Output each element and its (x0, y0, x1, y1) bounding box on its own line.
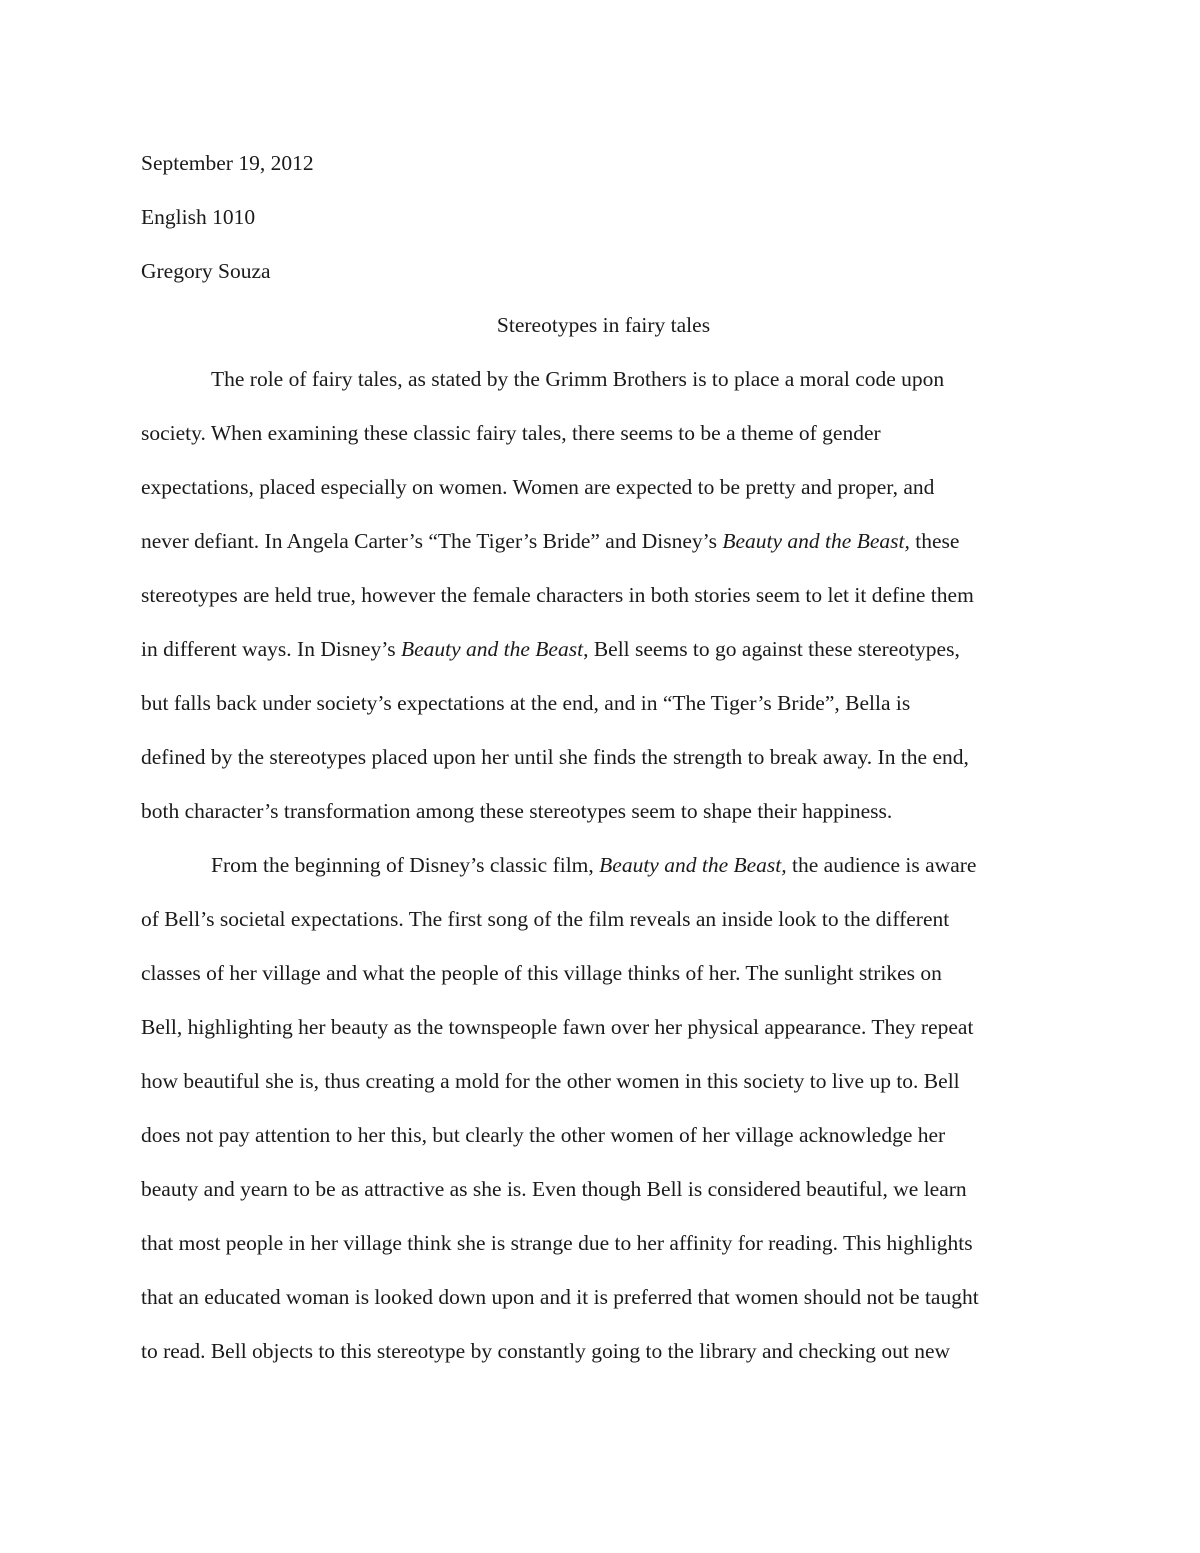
text-line (141, 1054, 1066, 1108)
text-line (141, 1162, 1066, 1216)
text-line (141, 1108, 1066, 1162)
text-segment: how beautiful she is, thus creating a mold for the other women in this society to live up to. Bell (141, 1069, 960, 1093)
text-segment: in different ways. In Disney’s (141, 637, 401, 661)
text-line (141, 406, 1066, 460)
essay-title: Stereotypes in fairy tales (496, 313, 711, 337)
header-date: September 19, 2012 (141, 151, 314, 175)
text-line (141, 622, 1066, 676)
text-segment: does not pay attention to her this, but clearly the other women of her village acknowledge her (141, 1123, 946, 1147)
text-segment: From the beginning of Disney’s classic film, (211, 853, 600, 877)
italic-title: Beauty and the Beast (400, 637, 584, 661)
text-segment: the audience is aware (786, 853, 977, 877)
text-line (141, 946, 1066, 1000)
text-line (141, 514, 1066, 568)
text-line (141, 1324, 1066, 1378)
document-body (141, 136, 1066, 1378)
text-segment: The role of fairy tales, as stated by the Grimm Brothers is to place a moral code upon (211, 367, 945, 391)
text-line (141, 730, 1066, 784)
text-segment: that most people in her village think she is strange due to her affinity for reading. This highlights (141, 1231, 973, 1255)
text-line (141, 1000, 1066, 1054)
text-segment: society. When examining these classic fairy tales, there seems to be a theme of gender (141, 421, 881, 445)
header-course: English 1010 (141, 205, 256, 229)
text-line (141, 784, 1066, 838)
text-segment: to read. Bell objects to this stereotype by constantly going to the library and checking out new (141, 1339, 951, 1363)
text-segment: but falls back under society’s expectations at the end, and in “The Tiger’s Bride”, Bella is (141, 691, 911, 715)
text-line (141, 352, 1066, 406)
text-segment: of Bell’s societal expectations. The first song of the film reveals an inside look to the different (141, 907, 950, 931)
paragraph-2 (141, 838, 1066, 1378)
text-segment: beauty and yearn to be as attractive as she is. Even though Bell is considered beautiful, we learn (141, 1177, 967, 1201)
text-line (141, 1216, 1066, 1270)
text-segment: defined by the stereotypes placed upon her until she finds the strength to break away. In the end, (141, 745, 969, 769)
italic-title: Beauty and the Beast, (722, 529, 910, 553)
paragraph-1 (141, 352, 1066, 838)
text-segment: never defiant. In Angela Carter’s “The Tiger’s Bride” and Disney’s (141, 529, 723, 553)
text-segment: classes of her village and what the people of this village thinks of her. The sunlight strikes on (141, 961, 942, 985)
text-line (141, 892, 1066, 946)
text-line (141, 460, 1066, 514)
text-segment: that an educated woman is looked down upon and it is preferred that women should not be taught (141, 1285, 979, 1309)
text-line (141, 838, 1066, 892)
text-segment: both character’s transformation among these stereotypes seem to shape their happiness. (141, 799, 893, 823)
text-segment: expectations, placed especially on women. Women are expected to be pretty and proper, and (141, 475, 935, 499)
text-line (141, 568, 1066, 622)
text-line (141, 676, 1066, 730)
italic-title: Beauty and the Beast, (599, 853, 787, 877)
text-segment: Bell, highlighting her beauty as the townspeople fawn over her physical appearance. They repeat (141, 1015, 974, 1039)
header-author: Gregory Souza (141, 259, 271, 283)
text-segment: , Bell seems to go against these stereotypes, (583, 637, 960, 661)
text-segment: stereotypes are held true, however the female characters in both stories seem to let it define them (141, 583, 974, 607)
text-line (141, 1270, 1066, 1324)
text-segment: these (909, 529, 960, 553)
